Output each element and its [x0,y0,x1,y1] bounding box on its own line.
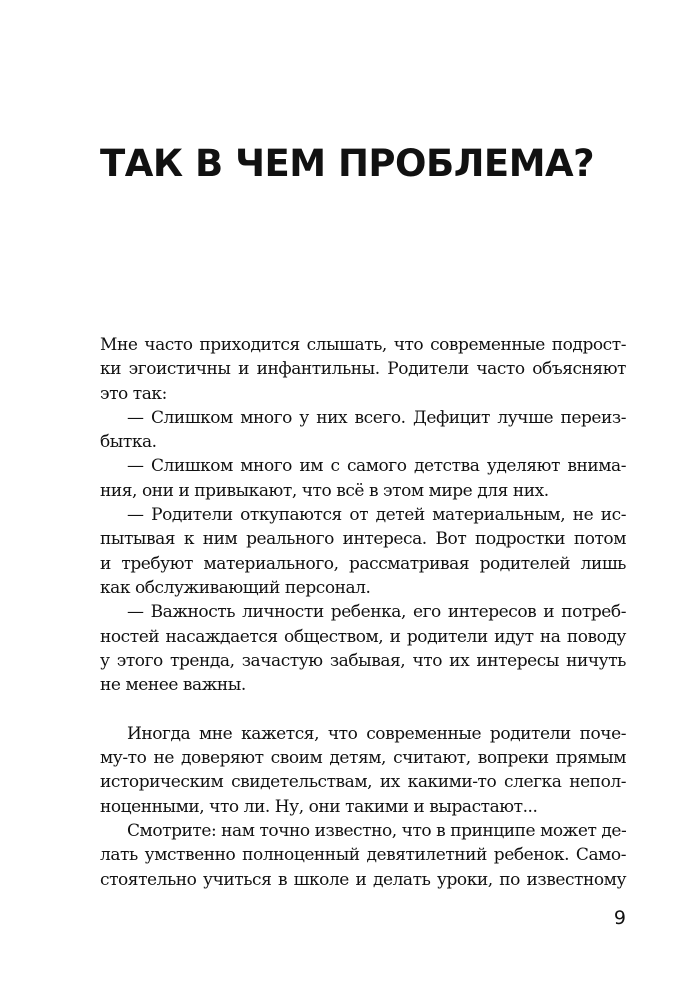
chapter-title: ТАК В ЧЕМ ПРОБЛЕМА? [100,142,595,185]
text-line: и требуют материального, рассматривая родителей лишь [100,553,626,574]
text-line: ноценными, что ли. Ну, они такими и вырастают... [100,796,538,817]
text-line: — Родители откупаются от детей материальным, не ис- [127,505,626,526]
text-line: Иногда мне кажется, что современные родители поче- [127,723,626,744]
page-number: 9 [613,907,626,929]
text-line: у этого тренда, зачастую забывая, что их интересы ничуть [100,650,626,671]
text-line: Мне часто приходится слышать, что современные подрост- [100,335,626,355]
text-line: му-то не доверяют своим детям, считают, вопреки прямым [100,748,626,769]
text-line: пытывая к ним реального интереса. Вот подростки потом [100,529,626,550]
text-line: — Слишком много им с самого детства уделяют внима- [127,456,626,477]
body-text [100,333,626,892]
text-line: как обслуживающий персонал. [100,577,371,598]
text-line: лать умственно полноценный девятилетний ребенок. Само- [100,845,626,866]
text-line: стоятельно учиться в школе и делать уроки, по известному [100,869,626,890]
text-line: ностей насаждается обществом, и родители идут на поводу [100,626,626,647]
text-line: историческим свидетельствам, их какими-то слегка непол- [100,772,626,793]
text-line: бытка. [100,432,157,453]
text-line: — Важность личности ребенка, его интересов и потреб- [127,602,626,623]
text-line: ки эгоистичны и инфантильны. Родители часто объясняют [100,359,626,380]
paragraph-gap [100,697,626,721]
text-line: не менее важны. [100,675,246,696]
text-line: Смотрите: нам точно известно, что в принципе может де- [127,820,627,841]
text-line: это так: [100,383,167,404]
text-line: ния, они и привыкают, что всё в этом мире для них. [100,480,549,501]
text-line: — Слишком много у них всего. Дефицит лучше переиз- [127,407,626,428]
